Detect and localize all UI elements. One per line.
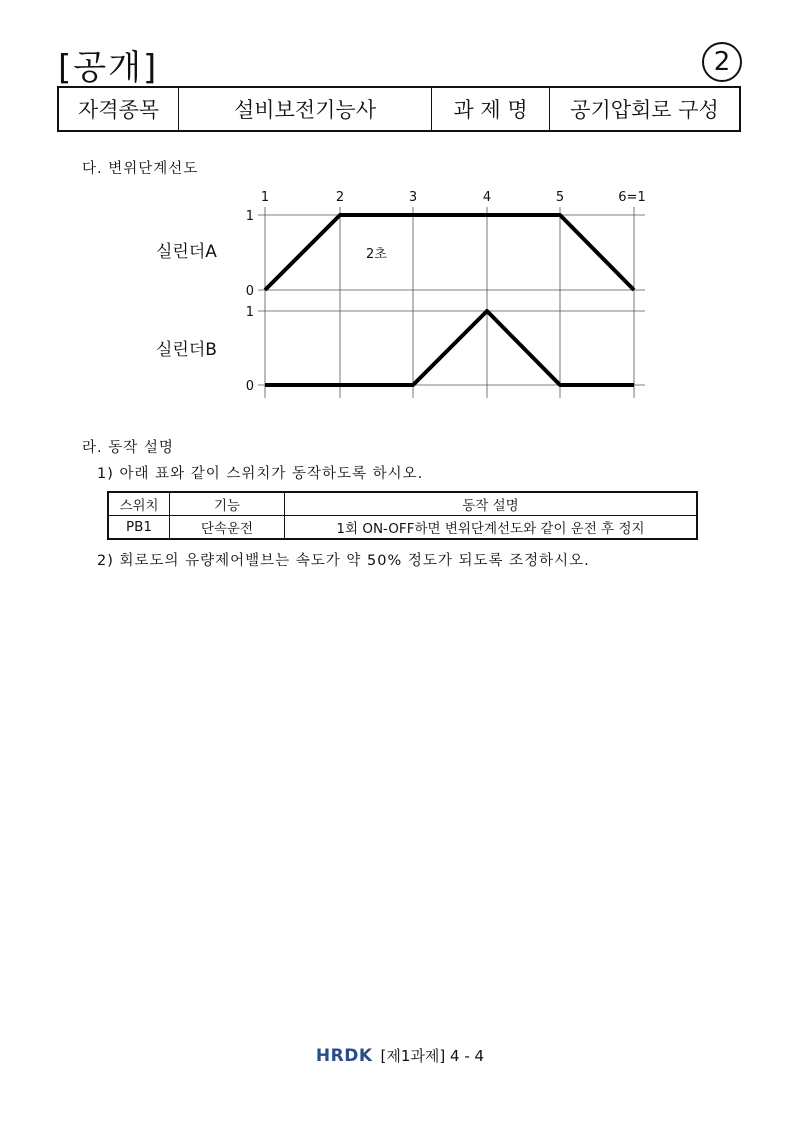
instruction-1: 1) 아래 표와 같이 스위치가 동작하도록 하시오. bbox=[97, 466, 424, 482]
level-high-a: 1 bbox=[245, 209, 254, 224]
header-switch: 스위치 bbox=[108, 492, 170, 516]
level-low-b: 0 bbox=[245, 379, 254, 394]
instruction-2: 2) 회로도의 유량제어밸브는 속도가 약 50% 정도가 되도록 조정하시오. bbox=[97, 553, 590, 569]
cylinder-b-motion-line bbox=[265, 311, 634, 385]
footer bbox=[0, 1045, 800, 1066]
task-value: 공기압회로 구성 bbox=[570, 98, 719, 122]
step-label: 1 bbox=[260, 190, 270, 205]
section-d-heading: 라. 동작 설명 bbox=[82, 440, 174, 456]
exam-info-table bbox=[57, 86, 741, 132]
level-low-a: 0 bbox=[245, 284, 254, 299]
step-label: 3 bbox=[408, 190, 418, 205]
page-number-badge: 2 bbox=[702, 42, 742, 82]
level-high-b: 1 bbox=[245, 305, 254, 320]
section-c-heading: 다. 변위단계선도 bbox=[82, 161, 199, 177]
time-annotation: 2초 bbox=[366, 247, 387, 262]
header-function: 기능 bbox=[170, 492, 285, 516]
task-label: 과 제 명 bbox=[432, 88, 550, 130]
cell-function: 단속운전 bbox=[170, 516, 285, 540]
table-row bbox=[108, 516, 697, 540]
cell-switch: PB1 bbox=[108, 516, 170, 540]
field-label: 자격종목 bbox=[59, 88, 179, 130]
footer-page-text: [제1과제] 4 - 4 bbox=[380, 1047, 485, 1065]
step-label: 6=1 bbox=[618, 190, 646, 205]
cylinder-a-motion-line bbox=[265, 215, 634, 290]
table-header-row bbox=[108, 492, 697, 516]
field-value: 설비보전기능사 bbox=[179, 88, 432, 130]
cylinder-a-label: 실린더A bbox=[156, 242, 217, 262]
header-description: 동작 설명 bbox=[285, 492, 698, 516]
step-label: 4 bbox=[482, 190, 492, 205]
page-title: [공개] bbox=[58, 48, 159, 88]
displacement-step-diagram bbox=[0, 180, 800, 405]
hrdk-logo: HRDK bbox=[315, 1046, 373, 1066]
operation-table bbox=[107, 491, 698, 540]
cylinder-b-label: 실린더B bbox=[156, 340, 217, 360]
cell-description: 1회 ON-OFF하면 변위단계선도와 같이 운전 후 정지 bbox=[285, 516, 698, 540]
step-label: 2 bbox=[335, 190, 345, 205]
step-label: 5 bbox=[555, 190, 565, 205]
